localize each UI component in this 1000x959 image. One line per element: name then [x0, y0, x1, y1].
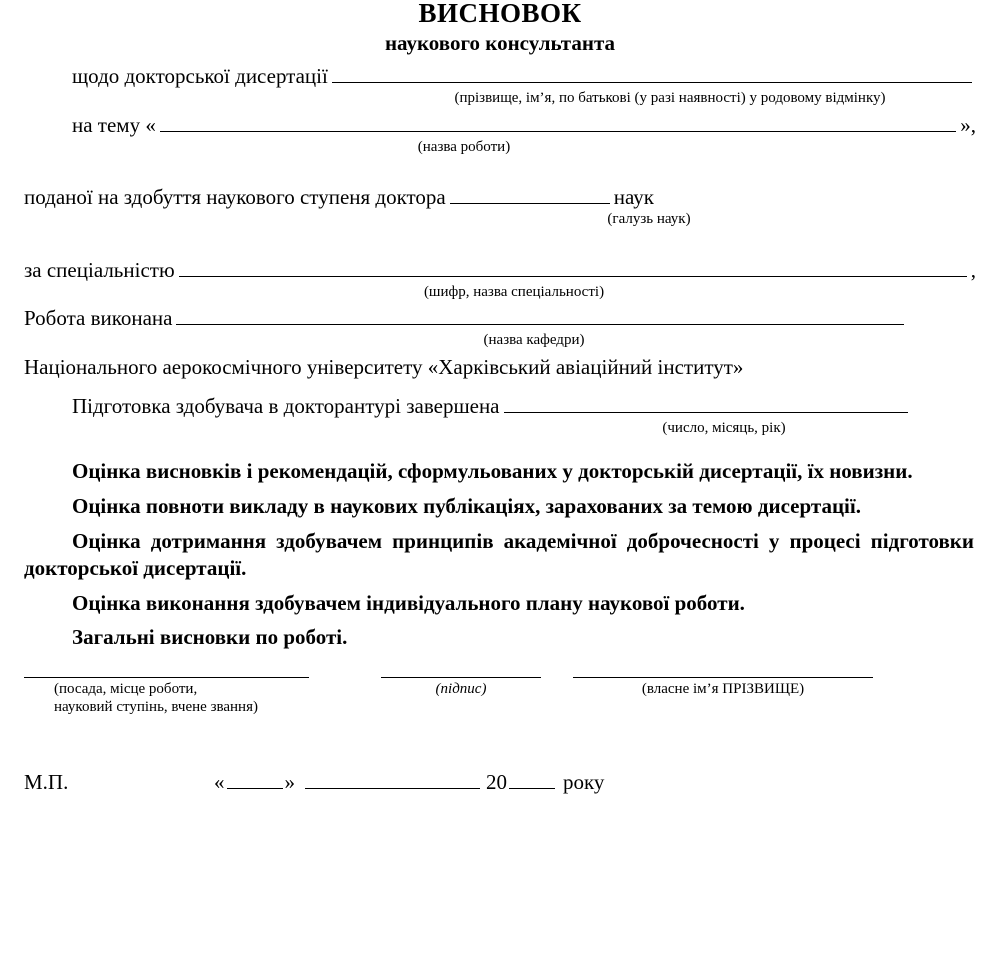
- signature-name-field[interactable]: [573, 677, 873, 698]
- date-day-input[interactable]: [227, 773, 283, 789]
- stamp-label: М.П.: [24, 770, 69, 795]
- caption-specialty: (шифр, назва спеціальності): [423, 283, 605, 300]
- signature-sign-rule: [381, 677, 541, 678]
- signature-position-caption: [24, 680, 309, 716]
- field-dissertation-author-input[interactable]: [332, 65, 972, 83]
- caption-department: (назва кафедри): [483, 332, 585, 348]
- caption-author-row: [24, 89, 976, 107]
- assessment-paragraph-2: Оцінка повноти викладу в наукових публікаціях, зарахованих за темою дисертації.: [72, 493, 861, 518]
- signature-position-rule: [24, 677, 309, 678]
- document-title: ВИСНОВОК: [418, 0, 582, 28]
- assessment-sections: [0, 458, 1000, 651]
- field-degree-branch-input[interactable]: [450, 186, 610, 204]
- date-quote-open: «: [214, 770, 225, 795]
- field-department-label: Робота виконана: [24, 306, 173, 330]
- assessment-paragraph-1: Оцінка висновків і рекомендацій, сформульованих у докторській дисертації, їх новизни.: [72, 459, 913, 483]
- signature-position-caption-line1: (посада, місце роботи,: [54, 681, 198, 698]
- field-specialty-suffix: ,: [970, 257, 976, 282]
- field-specialty-input[interactable]: [179, 259, 967, 277]
- caption-branch-row: [24, 210, 976, 228]
- footer-block: [0, 770, 1000, 795]
- date-month-input[interactable]: [305, 773, 480, 789]
- field-degree-branch-row: [24, 185, 976, 210]
- field-degree-branch-label: поданої на здобуття наукового ступеня доктора: [24, 185, 446, 209]
- caption-department-row: [24, 331, 976, 349]
- field-topic-input[interactable]: [160, 114, 956, 132]
- signature-name-rule: [573, 677, 873, 678]
- caption-completion-date-row: [24, 419, 976, 437]
- field-completion-date-input[interactable]: [504, 395, 908, 413]
- assessment-paragraph-5: Загальні висновки по роботі.: [72, 625, 348, 650]
- signature-position-field[interactable]: [24, 677, 309, 716]
- university-name-row: [24, 355, 976, 380]
- field-degree-branch-suffix: наук: [613, 185, 654, 209]
- caption-topic: (назва роботи): [417, 138, 511, 155]
- field-specialty-label: за спеціальністю: [24, 257, 175, 282]
- caption-specialty-row: [24, 283, 976, 301]
- date-year-input[interactable]: [509, 773, 555, 789]
- university-name: Національного аерокосмічного університету «Харківський авіаційний інститут»: [24, 354, 744, 379]
- signature-name-caption: (власне ім’я ПРІЗВИЩЕ): [641, 681, 805, 698]
- field-completion-date-label: Підготовка здобувача в докторантурі завершена: [72, 393, 500, 418]
- caption-completion-date: (число, місяць, рік): [662, 419, 786, 436]
- field-topic-row: [24, 113, 976, 138]
- signature-sign-caption: (підпис): [435, 681, 487, 698]
- caption-author: (прізвище, ім’я, по батькові (у разі наявності) у родовому відмінку): [454, 90, 886, 106]
- form-body: [0, 64, 1000, 436]
- field-topic-suffix: »,: [960, 112, 976, 137]
- caption-topic-row: [24, 138, 976, 156]
- document-subtitle: наукового консультанта: [384, 31, 616, 55]
- field-completion-date-row: [24, 394, 976, 419]
- signature-sign-field[interactable]: [381, 677, 541, 698]
- signature-position-caption-line2: науковий ступінь, вчене звання): [54, 699, 258, 716]
- field-dissertation-author-label: щодо докторської дисертації: [72, 64, 328, 88]
- caption-branch: (галузь наук): [607, 211, 691, 227]
- field-specialty-row: [24, 258, 976, 283]
- field-dissertation-author-row: [24, 64, 976, 89]
- signature-block: [0, 677, 1000, 716]
- field-department-row: [24, 306, 976, 331]
- assessment-paragraph-4: Оцінка виконання здобувачем індивідуального плану наукової роботи.: [72, 590, 745, 615]
- date-year-word: року: [563, 770, 605, 795]
- field-topic-label: на тему «: [72, 112, 156, 137]
- date-quote-close: »: [284, 770, 295, 795]
- date-year-prefix: 20: [486, 770, 507, 795]
- field-department-input[interactable]: [176, 307, 904, 325]
- assessment-paragraph-3: Оцінка дотримання здобувачем принципів академічної доброчесності у процесі підготовки докторської дисертації.: [24, 528, 974, 580]
